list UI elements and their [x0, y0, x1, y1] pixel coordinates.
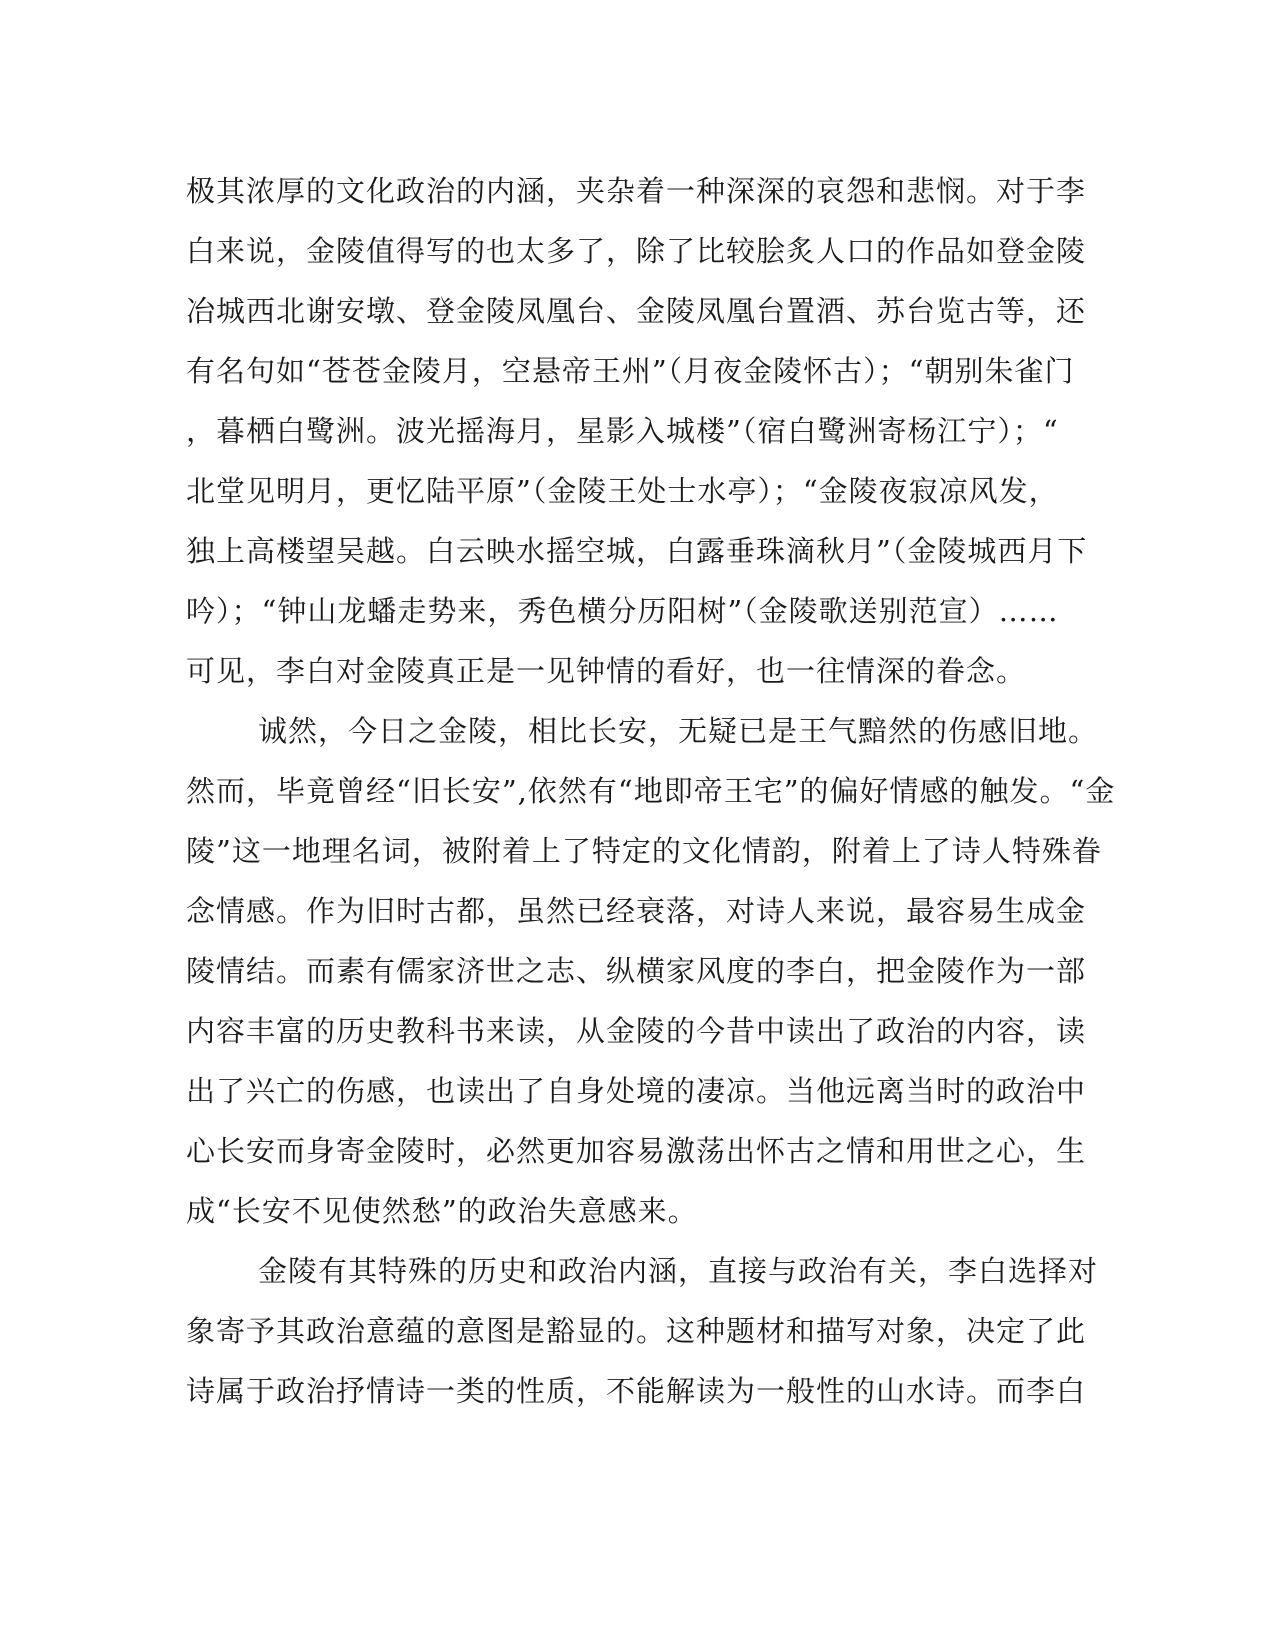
text-line: 内容丰富的历史教科书来读，从金陵的今昔中读出了政治的内容，读 [186, 1014, 1087, 1048]
text-line: 出了兴亡的伤感，也读出了自身处境的凄凉。当他远离当时的政治中 [186, 1074, 1087, 1108]
text-line: 诗属于政治抒情诗一类的性质，不能解读为一般性的山水诗。而李白 [186, 1374, 1087, 1408]
body-text [186, 161, 1116, 1421]
paragraph-start-line: 诚然，今日之金陵，相比长安，无疑已是王气黯然的伤感旧地。 [258, 714, 1099, 748]
text-line: 念情感。作为旧时古都，虽然已经衰落，对诗人来说，最容易生成金 [186, 894, 1087, 928]
text-line: 极其浓厚的文化政治的内涵，夹杂着一种深深的哀怨和悲悯。对于李 [186, 174, 1087, 208]
text-line: 可见，李白对金陵真正是一见钟情的看好，也一往情深的眷念。 [186, 654, 1027, 688]
text-line: ，暮栖白鹭洲。波光摇海月，星影入城楼”（宿白鹭洲寄杨江宁）；“ [186, 414, 1059, 448]
text-line: 象寄予其政治意蕴的意图是豁显的。这种题材和描写对象，决定了此 [186, 1314, 1087, 1348]
text-line: 陵”这一地理名词，被附着上了特定的文化情韵，附着上了诗人特殊眷 [186, 834, 1102, 868]
text-line: 冶城西北谢安墩、登金陵凤凰台、金陵凤凰台置酒、苏台览古等，还 [186, 294, 1087, 328]
text-line: 陵情结。而素有儒家济世之志、纵横家风度的李白，把金陵作为一部 [186, 954, 1087, 988]
text-line: 白来说，金陵值得写的也太多了，除了比较脍炙人口的作品如登金陵 [186, 234, 1087, 268]
paragraph-start-line: 金陵有其特殊的历史和政治内涵，直接与政治有关，李白选择对 [258, 1254, 1099, 1288]
text-line: 北堂见明月，更忆陆平原”（金陵王处士水亭）；“金陵夜寂凉风发， [186, 474, 1059, 508]
text-line: 独上高楼望吴越。白云映水摇空城，白露垂珠滴秋月”（金陵城西月下 [186, 534, 1088, 568]
text-line: 吟）；“钟山龙蟠走势来，秀色横分历阳树”（金陵歌送别范宣）…… [186, 594, 1059, 628]
text-line: 心长安而身寄金陵时，必然更加容易激荡出怀古之情和用世之心，生 [186, 1134, 1087, 1168]
text-line: 然而，毕竟曾经“旧长安”,依然有“地即帝王宅”的偏好情感的触发。“金 [186, 774, 1116, 808]
text-line: 成“长安不见使然愁”的政治失意感来。 [186, 1194, 698, 1228]
text-line: 有名句如“苍苍金陵月，空悬帝王州”（月夜金陵怀古）；“朝别朱雀门 [186, 354, 1075, 388]
